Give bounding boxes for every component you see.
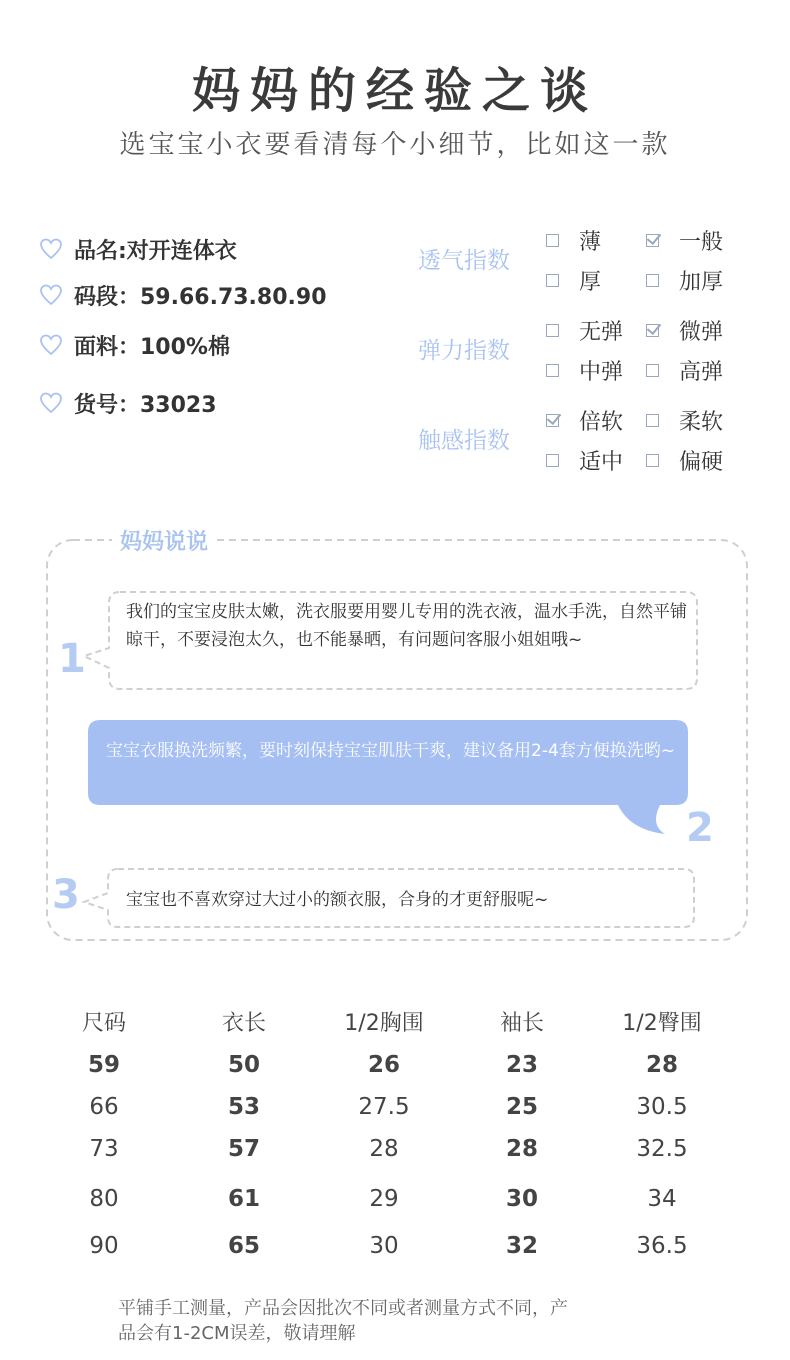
tip-number: 2 [686, 805, 714, 851]
table-cell: 30 [369, 1233, 399, 1259]
info-label: 品名:对开连体衣 [74, 238, 237, 264]
table-cell: 32 [505, 1233, 538, 1259]
table-cell: 29 [369, 1186, 399, 1212]
index-label-breathability: 透气指数 [418, 248, 510, 274]
index-option-label: 微弹 [679, 319, 724, 345]
table-cell: 53 [227, 1094, 260, 1120]
table-cell: 80 [89, 1186, 119, 1212]
index-option-label: 高弹 [679, 359, 724, 385]
index-option-label: 厚 [579, 269, 602, 295]
table-header-cell: 尺码 [81, 1011, 126, 1036]
table-cell: 27.5 [358, 1094, 410, 1120]
index-label-elasticity: 弹力指数 [418, 338, 510, 364]
table-cell: 59 [87, 1052, 120, 1078]
info-label: 货号：33023 [74, 392, 217, 418]
tip-text: 宝宝衣服换洗频繁，要时刻保持宝宝肌肤干爽，建议备用2-4套方便换洗哟~ [106, 741, 676, 761]
index-option-label: 无弹 [579, 319, 624, 345]
index-option-label: 中弹 [579, 359, 624, 385]
index-option-label: 一般 [679, 229, 724, 255]
table-cell: 26 [367, 1052, 400, 1078]
table-cell: 61 [227, 1186, 260, 1212]
page-title: 妈妈的经验之谈 [191, 63, 598, 119]
table-cell: 25 [505, 1094, 538, 1120]
info-label: 码段：59.66.73.80.90 [74, 284, 327, 310]
table-cell: 34 [647, 1186, 677, 1212]
table-cell: 90 [89, 1233, 119, 1259]
table-cell: 57 [227, 1136, 260, 1162]
table-header-cell: 袖长 [499, 1011, 544, 1036]
index-option-label: 偏硬 [679, 449, 724, 475]
table-cell: 28 [645, 1052, 678, 1078]
note-line: 品会有1-2CM误差，敬请理解 [118, 1323, 356, 1344]
table-cell: 23 [505, 1052, 538, 1078]
page-subtitle: 选宝宝小衣要看清每个小细节，比如这一款 [119, 130, 671, 160]
tip-text: 宝宝也不喜欢穿过大过小的额衣服，合身的才更舒服呢~ [126, 890, 549, 910]
index-option-label: 倍软 [579, 409, 624, 435]
table-cell: 66 [89, 1094, 119, 1120]
index-option-label: 适中 [579, 449, 624, 475]
tips-panel-title: 妈妈说说 [112, 525, 216, 556]
info-label: 面料：100%棉 [74, 334, 230, 360]
note-line: 平铺手工测量，产品会因批次不同或者测量方式不同，产 [118, 1298, 568, 1319]
table-cell: 30.5 [636, 1094, 688, 1120]
table-cell: 28 [505, 1136, 538, 1162]
index-option-label: 薄 [579, 229, 602, 255]
table-cell: 28 [369, 1136, 399, 1162]
table-header-cell: 衣长 [221, 1011, 266, 1036]
table-cell: 30 [505, 1186, 538, 1212]
table-cell: 65 [227, 1233, 260, 1259]
tip-number: 3 [52, 872, 80, 918]
tip-text: 我们的宝宝皮肤太嫩，洗衣服要用婴儿专用的洗衣液，温水手洗，自然平铺晾干，不要浸泡太久，也不能暴晒，有问题问客服小姐姐哦~ [126, 602, 687, 650]
table-cell: 50 [227, 1052, 260, 1078]
index-label-softness: 触感指数 [418, 428, 510, 454]
table-header-cell: 1/2臀围 [622, 1011, 702, 1036]
tip-number: 1 [58, 636, 86, 682]
index-option-label: 柔软 [679, 409, 724, 435]
table-cell: 73 [89, 1136, 119, 1162]
table-cell: 36.5 [636, 1233, 688, 1259]
table-cell: 32.5 [636, 1136, 688, 1162]
table-header-cell: 1/2胸围 [344, 1011, 424, 1036]
index-option-label: 加厚 [679, 269, 724, 295]
measurement-note [118, 1296, 678, 1346]
